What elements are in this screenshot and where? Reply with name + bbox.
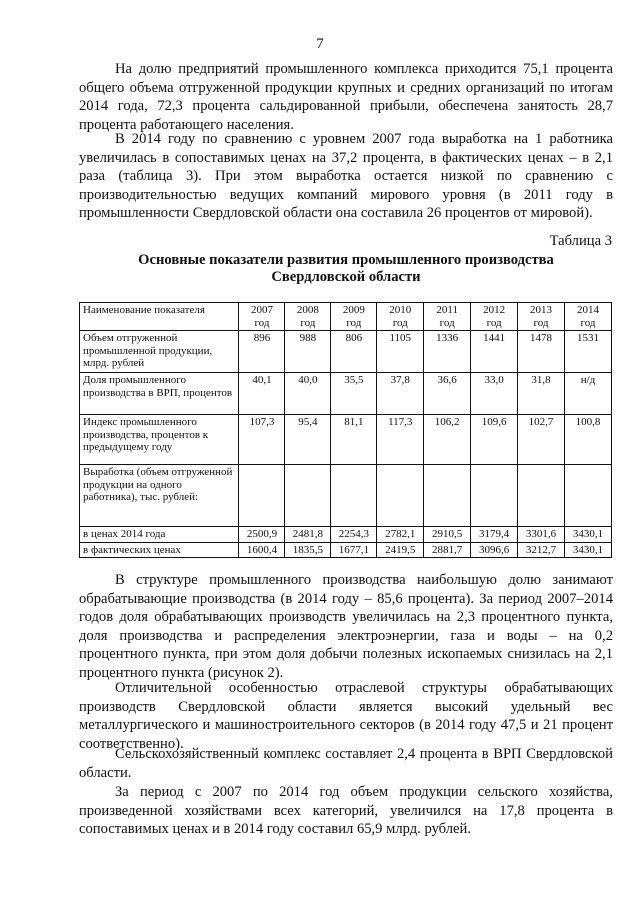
header-year-2013	[518, 303, 565, 331]
header-year-value: 2012	[483, 304, 506, 316]
table-row	[80, 415, 612, 465]
table-title-line2: Свердловской области	[271, 269, 421, 285]
cell-value	[285, 465, 331, 527]
header-year-2014	[564, 303, 611, 331]
cell-value	[377, 465, 424, 527]
header-year-suffix: год	[580, 316, 596, 329]
header-year-value: 2007	[250, 304, 273, 316]
cell-value: 2500,9	[239, 527, 285, 543]
cell-value: 1336	[424, 331, 471, 373]
table-body	[80, 331, 612, 558]
cell-value	[564, 465, 611, 527]
cell-value: 106,2	[424, 415, 471, 465]
cell-value: 37,8	[377, 373, 424, 415]
table-row	[80, 465, 612, 527]
header-year-suffix: год	[533, 316, 549, 329]
cell-value: 2254,3	[331, 527, 377, 543]
cell-value: 31,8	[518, 373, 565, 415]
header-year-suffix: год	[254, 316, 270, 329]
cell-value: 107,3	[239, 415, 285, 465]
cell-value: 2481,8	[285, 527, 331, 543]
cell-value: 1677,1	[331, 542, 377, 558]
table-title	[79, 252, 613, 286]
cell-value: 102,7	[518, 415, 565, 465]
header-year-suffix: год	[300, 316, 316, 329]
table-row	[80, 527, 612, 543]
cell-value: 1478	[518, 331, 565, 373]
cell-value: 1531	[564, 331, 611, 373]
cell-value: 2419,5	[377, 542, 424, 558]
paragraph-industry-share: На долю предприятий промышленного комплекса приходится 75,1 процента общего объема отгруженной продукции крупных и средних организаций по итогам 2014 года, 72,3 процента сальдированной прибыли, обеспечена занятость 28,7 процента работающего населения.	[79, 61, 613, 133]
cell-value	[518, 465, 565, 527]
header-year-value: 2009	[342, 304, 365, 316]
cell-value: 109,6	[471, 415, 518, 465]
cell-value: 81,1	[331, 415, 377, 465]
cell-value: 1835,5	[285, 542, 331, 558]
header-year-2009	[331, 303, 377, 331]
cell-value	[424, 465, 471, 527]
header-indicator-name: Наименование показателя	[80, 303, 239, 331]
table-row	[80, 542, 612, 558]
cell-value: 1441	[471, 331, 518, 373]
cell-value: 2881,7	[424, 542, 471, 558]
table-title-line1: Основные показатели развития промышленного производства	[138, 252, 554, 268]
header-year-value: 2010	[389, 304, 412, 316]
cell-value: 35,5	[331, 373, 377, 415]
header-year-2008	[285, 303, 331, 331]
cell-value: 806	[331, 331, 377, 373]
header-year-2012	[471, 303, 518, 331]
cell-value	[239, 465, 285, 527]
paragraph-structure: В структуре промышленного производства наибольшую долю занимают обрабатывающие производства (в 2014 году – 85,6 процента). За период 2007–2014 годов доля обрабатывающих производств увеличилась на 2,3 процентного пункта, доля производства и распределения электроэнергии, газа и воды – на 0,2 процентного пункта, при этом доля добычи полезных ископаемых снизилась на 2,1 процентного пункта (рисунок 2).	[79, 572, 613, 681]
header-year-suffix: год	[439, 316, 455, 329]
cell-value: н/д	[564, 373, 611, 415]
cell-value: 3301,6	[518, 527, 565, 543]
header-year-value: 2014	[576, 304, 599, 316]
cell-value: 3096,6	[471, 542, 518, 558]
cell-value: 100,8	[564, 415, 611, 465]
cell-value	[471, 465, 518, 527]
cell-value: 3430,1	[564, 542, 611, 558]
header-year-value: 2008	[296, 304, 319, 316]
cell-value: 3430,1	[564, 527, 611, 543]
indicators-table	[79, 302, 612, 558]
row-label: Объем отгруженной промышленной продукции, млрд. рублей	[80, 331, 239, 373]
page-number: 7	[316, 36, 324, 52]
row-label: в ценах 2014 года	[80, 527, 239, 543]
cell-value: 117,3	[377, 415, 424, 465]
cell-value: 95,4	[285, 415, 331, 465]
header-year-2007	[239, 303, 285, 331]
cell-value: 896	[239, 331, 285, 373]
table-caption: Таблица 3	[549, 233, 612, 249]
row-label: Индекс промышленного производства, процентов к предыдущему году	[80, 415, 239, 465]
cell-value: 40,0	[285, 373, 331, 415]
cell-value: 1105	[377, 331, 424, 373]
header-year-2010	[377, 303, 424, 331]
header-year-2011	[424, 303, 471, 331]
cell-value: 36,6	[424, 373, 471, 415]
cell-value: 3179,4	[471, 527, 518, 543]
cell-value: 40,1	[239, 373, 285, 415]
cell-value: 3212,7	[518, 542, 565, 558]
header-year-suffix: год	[346, 316, 362, 329]
header-year-value: 2011	[436, 304, 458, 316]
cell-value: 2782,1	[377, 527, 424, 543]
cell-value: 33,0	[471, 373, 518, 415]
table-row	[80, 331, 612, 373]
table-header-row	[80, 303, 612, 331]
cell-value: 2910,5	[424, 527, 471, 543]
table-row	[80, 373, 612, 415]
header-year-value: 2013	[530, 304, 553, 316]
paragraph-productivity: В 2014 году по сравнению с уровнем 2007 года выработка на 1 работника увеличилась в сопоставимых ценах на 37,2 процента, в фактических ценах – в 2,1 раза (таблица 3). При этом выработка остается низкой по сравнению с производительностью ведущих компаний мирового уровня (в 2011 году в промышленности Свердловской области она составила 26 процентов от мировой).	[79, 131, 613, 222]
row-label: Выработка (объем отгруженной продукции на одного работника), тыс. рублей:	[80, 465, 239, 527]
header-year-suffix: год	[392, 316, 408, 329]
paragraph-agriculture: Сельскохозяйственный комплекс составляет 2,4 процента в ВРП Свердловской области.	[79, 746, 613, 781]
cell-value: 1600,4	[239, 542, 285, 558]
paragraph-manufacturing: Отличительной особенностью отраслевой структуры обрабатывающих производств Свердловской области является высокий удельный вес металлургического и машиностроительного секторов (в 2014 году 47,5 и 21 процент соответственно).	[79, 680, 613, 752]
header-year-suffix: год	[486, 316, 502, 329]
paragraph-agri-output: За период с 2007 по 2014 год объем продукции сельского хозяйства, произведенной хозяйствами всех категорий, увеличился на 17,8 процента в сопоставимых ценах и в 2014 году составил 65,9 млрд. рублей.	[79, 784, 613, 838]
row-label: в фактических ценах	[80, 542, 239, 558]
cell-value	[331, 465, 377, 527]
cell-value: 988	[285, 331, 331, 373]
row-label: Доля промышленного производства в ВРП, процентов	[80, 373, 239, 415]
